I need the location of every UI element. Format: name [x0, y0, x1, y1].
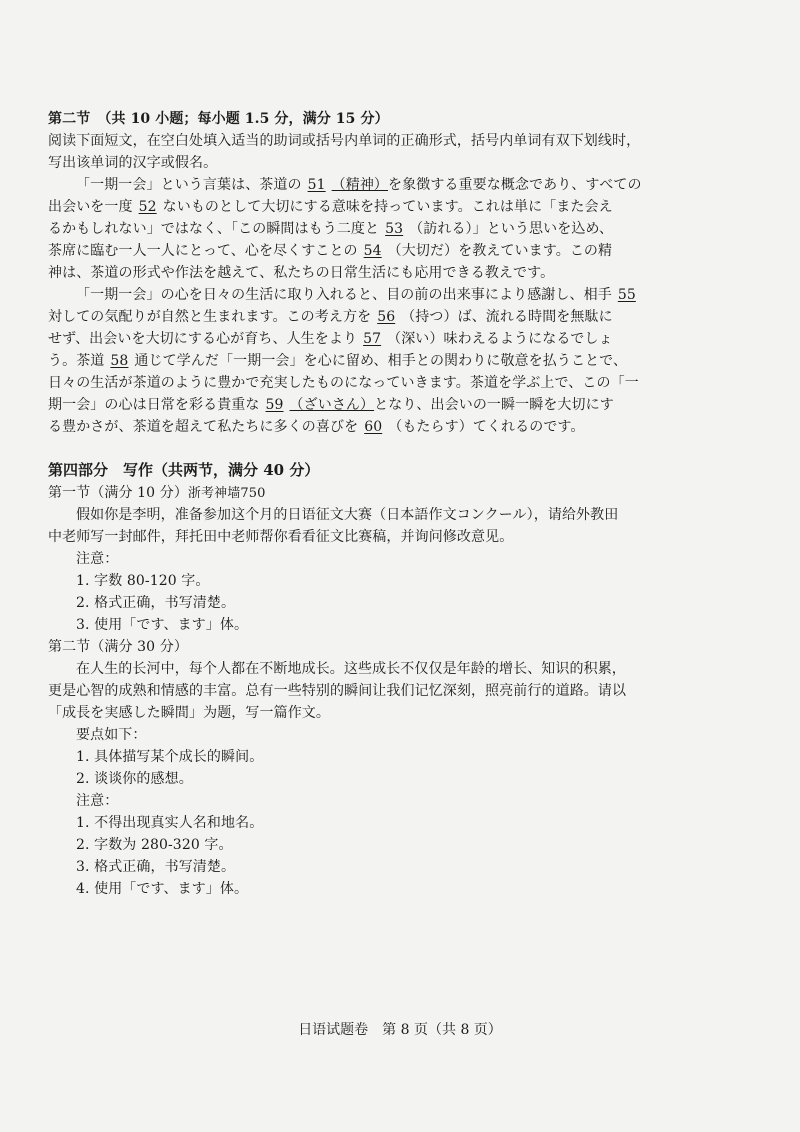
passage-line: せず、出会いを大切にする心が育ち、人生をより 57 （深い）味わえるようになるでしょ: [48, 328, 718, 350]
blank-59: 59: [265, 397, 284, 413]
word-59: （ざいさん）: [289, 397, 375, 413]
instruction-line: 写出该单词的汉字或假名。: [48, 155, 218, 171]
blank-51: 51: [307, 177, 326, 193]
notice-item: 1. 不得出现真实人名和地名。: [76, 815, 264, 831]
blank-58: 58: [110, 353, 129, 369]
word-54: （大切だ）: [387, 243, 459, 259]
point-item: 1. 具体描写某个成长的瞬间。: [76, 749, 264, 765]
notice-item: 3. 格式正确，书写清楚。: [76, 859, 236, 875]
word-60: （もたらす）: [388, 419, 473, 435]
passage-line: るかもしれない」ではなく、「この瞬間はもう二度と 53 （訪れる）」という思いを込め、: [48, 218, 718, 240]
word-56: （持つ）: [401, 309, 458, 325]
passage-line: 「一期一会」の心を日々の生活に取り入れると、目の前の出来事により感謝し、相手 55: [48, 284, 718, 306]
passage-line: 茶席に臨む一人一人にとって、心を尽くすことの 54 （大切だ）を教えています。この精: [48, 240, 718, 262]
points-label: 要点如下：: [76, 727, 147, 743]
task-text: 更是心智的成熟和情感的丰富。总有一些特别的瞬间让我们记忆深刻，照亮前行的道路。请以: [48, 683, 627, 699]
blank-56: 56: [377, 309, 396, 325]
word-57: （深い）: [387, 331, 444, 347]
passage-line: 日々の生活が茶道のように豊かで充実したものになっていきます。茶道を学ぶ上で、この「一: [48, 375, 639, 391]
word-51: （精神）: [331, 177, 389, 193]
notice-item: 3. 使用「です、ます」体。: [76, 617, 249, 633]
notice-item: 2. 格式正确，书写清楚。: [76, 595, 236, 611]
passage-line: 神は、茶道の形式や作法を越えて、私たちの日常生活にも応用できる教えです。: [48, 265, 555, 281]
task-text: 中老师写一封邮件，拜托田中老师帮你看看征文比赛稿，并询问修改意见。: [48, 529, 514, 545]
point-item: 2. 谈谈你的感想。: [76, 771, 193, 787]
passage-paragraph-1: [48, 174, 718, 284]
page-footer: 日语试题卷 第 8 页（共 8 页）: [298, 1022, 502, 1038]
blank-60: 60: [364, 419, 383, 435]
notice-label: 注意：: [76, 793, 119, 809]
section-title: 第二节 （共 10 小题；每小题 1.5 分，满分 15 分）: [48, 111, 389, 127]
blank-57: 57: [363, 331, 382, 347]
notice-item: 1. 字数 80-120 字。: [76, 573, 210, 589]
passage-line: 出会いを一度 52 ないものとして大切にする意味を持っています。これは単に「また会え: [48, 196, 718, 218]
notice-item: 2. 字数为 280-320 字。: [76, 837, 233, 853]
instruction-line: 阅读下面短文，在空白处填入适当的助词或括号内单词的正确形式，括号内单词有双下划线时，: [48, 133, 641, 149]
blank-55: 55: [617, 287, 636, 303]
passage-line: 期一会」の心は日常を彩る貴重な 59 （ざいさん）となり、出会いの一瞬一瞬を大切にす: [48, 394, 718, 416]
passage-line: 「一期一会」という言葉は、茶道の 51 （精神）を象徴する重要な概念であり、すべての: [48, 174, 718, 196]
part-title: 第四部分 写作（共两节，满分 40 分）: [48, 461, 320, 479]
watermark-note: 浙考神墙750: [187, 486, 266, 501]
passage-paragraph-2: [48, 284, 718, 438]
passage-line: 対しての気配りが自然と生まれます。この考え方を 56 （持つ）ば、流れる時間を無駄に: [48, 306, 718, 328]
word-53: （訪れる）: [409, 221, 473, 237]
task-text: 「成長を実感した瞬間」为题，写一篇作文。: [48, 705, 330, 721]
passage-line: う。茶道 58 通じて学んだ「一期一会」を心に留め、相手との関わりに敬意を払うことで、: [48, 350, 718, 372]
blank-52: 52: [138, 199, 157, 215]
subsection-title: 第一节（满分 10 分）浙考神墙750: [48, 485, 266, 501]
blank-53: 53: [385, 221, 404, 237]
subsection-title: 第二节（满分 30 分）: [48, 639, 188, 655]
notice-item: 4. 使用「です、ます」体。: [76, 881, 249, 897]
task-text: 假如你是李明，准备参加这个月的日语征文大赛（日本語作文コンクール），请给外教田: [76, 507, 619, 523]
passage-line: る豊かさが、茶道を超えて私たちに多くの喜びを 60 （もたらす）てくれるのです。: [48, 416, 718, 438]
section-gap: [48, 438, 718, 458]
notice-label: 注意：: [76, 551, 119, 567]
task-text: 在人生的长河中，每个人都在不断地成长。这些成长不仅仅是年龄的增长、知识的积累，: [76, 661, 626, 677]
blank-54: 54: [363, 243, 382, 259]
